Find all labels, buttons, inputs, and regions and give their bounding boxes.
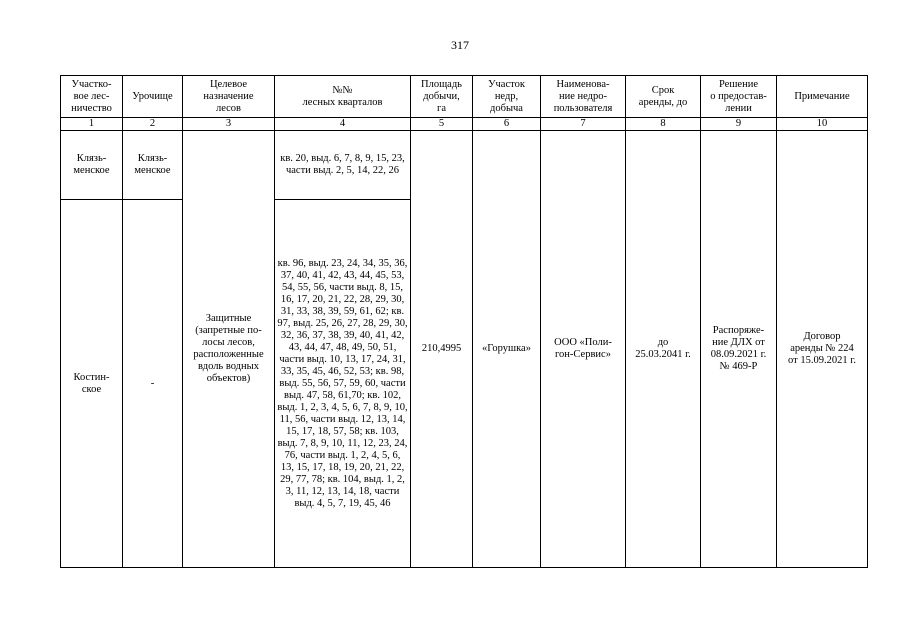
quarters-cell: кв. 20, выд. 6, 7, 8, 9, 15, 23, части выд. 2, 5, 14, 22, 26 (275, 131, 411, 200)
header-tract: Урочище (123, 76, 183, 118)
note-cell: Договор аренды № 224 от 15.09.2021 г. (777, 131, 868, 568)
user-cell: ООО «Поли- гон-Сервис» (541, 131, 626, 568)
forest-lease-table (60, 75, 868, 568)
lease-term-cell: до 25.03.2041 г. (626, 131, 701, 568)
column-number: 1 (61, 118, 123, 131)
forestry-cell: Костин- ское (61, 200, 123, 568)
header-note: Примечание (777, 76, 868, 118)
column-number: 10 (777, 118, 868, 131)
column-number-row (61, 118, 868, 131)
table-row (61, 131, 868, 200)
header-quarters: №№ лесных кварталов (275, 76, 411, 118)
forestry-cell: Клязь- менское (61, 131, 123, 200)
header-user: Наименова- ние недро- пользователя (541, 76, 626, 118)
column-number: 2 (123, 118, 183, 131)
tract-cell: - (123, 200, 183, 568)
header-lease-term: Срок аренды, до (626, 76, 701, 118)
area-cell: 210,4995 (411, 131, 473, 568)
column-number: 9 (701, 118, 777, 131)
column-number: 7 (541, 118, 626, 131)
header-forestry: Участко- вое лес- ничество (61, 76, 123, 118)
column-number: 3 (183, 118, 275, 131)
column-number: 4 (275, 118, 411, 131)
header-purpose: Целевое назначение лесов (183, 76, 275, 118)
tract-cell: Клязь- менское (123, 131, 183, 200)
header-decision: Решение о предостав- лении (701, 76, 777, 118)
purpose-cell: Защитные (запретные по- лосы лесов, расположенные вдоль водных объектов) (183, 131, 275, 568)
header-area: Площадь добычи, га (411, 76, 473, 118)
header-subsoil: Участок недр, добыча (473, 76, 541, 118)
decision-cell: Распоряже- ние ДЛХ от 08.09.2021 г. № 469-Р (701, 131, 777, 568)
column-number: 8 (626, 118, 701, 131)
subsoil-cell: «Горушка» (473, 131, 541, 568)
header-row (61, 76, 868, 118)
quarters-cell: кв. 96, выд. 23, 24, 34, 35, 36, 37, 40, 41, 42, 43, 44, 45, 53, 54, 55, 56, части выд. 8, 15, 16, 17, 20, 21, 22, 28, 29, 30, 31, 33, 38, 39, 59, 61, 62; кв. 97, выд. 25, 26, 27, 28, 29, 30, 32, 36, 37, 38, 39, 40, 41, 42, 43, 44, 47, 48, 49, 50, 51, части выд. 10, 13, 17, 24, 31, 33, 35, 45, 46, 52, 53; кв. 98, выд. 55, 56, 57, 59, 60, части выд. 47, 58, 61,70; кв. 102, выд. 1, 2, 3, 4, 5, 6, 7, 8, 9, 10, 11, 56, части выд. 12, 13, 14, 15, 17, 18, 57, 58; кв. 103, выд. 7, 8, 9, 10, 11, 12, 23, 24, 76, части выд. 1, 2, 4, 5, 6, 13, 15, 17, 18, 19, 20, 21, 22, 29, 77, 78; кв. 104, выд. 1, 2, 3, 11, 12, 13, 14, 18, части выд. 4, 5, 7, 19, 45, 46 (275, 200, 411, 568)
column-number: 5 (411, 118, 473, 131)
page-number: 317 (451, 38, 469, 52)
column-number: 6 (473, 118, 541, 131)
